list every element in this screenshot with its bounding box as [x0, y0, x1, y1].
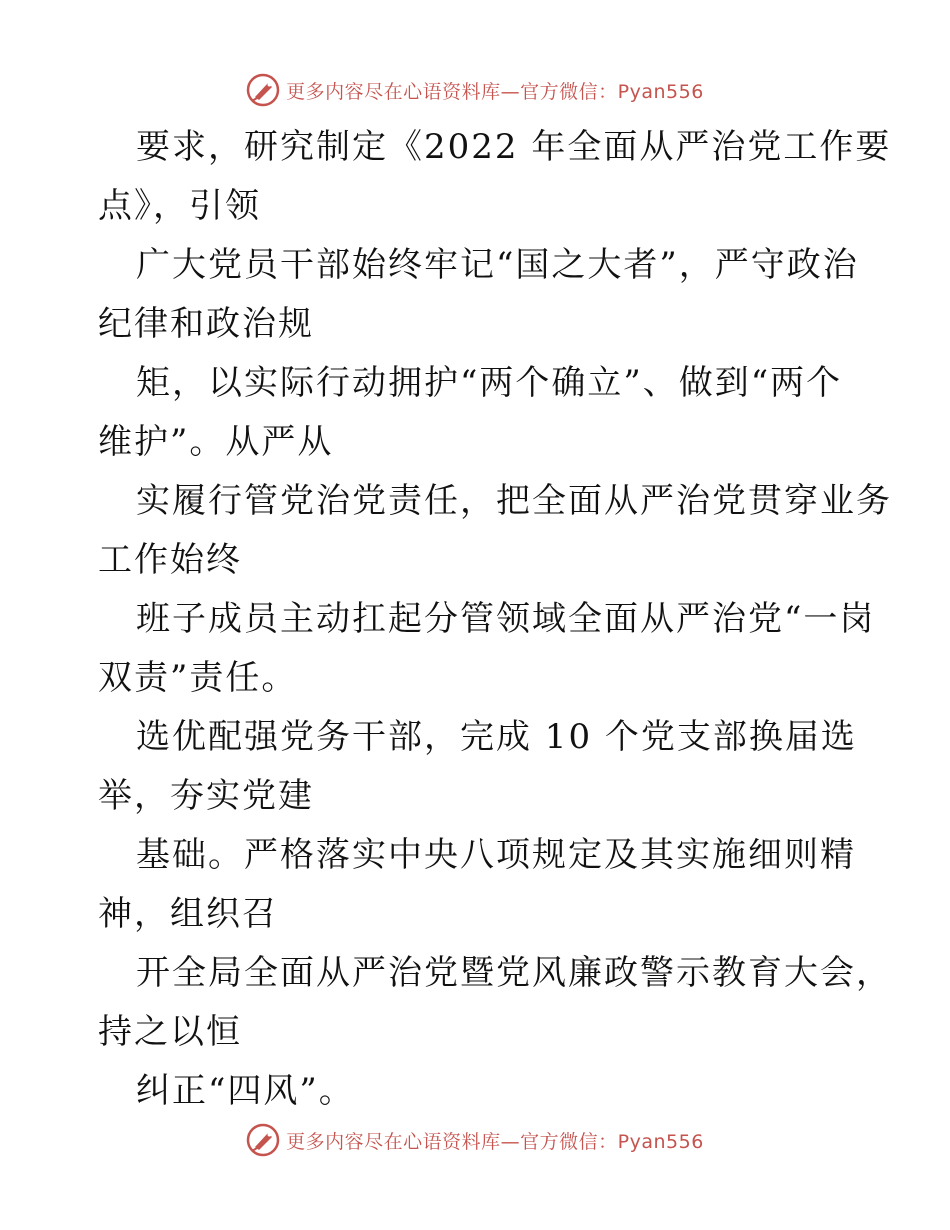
body-line: 选优配强党务干部，完成 10 个党支部换届选: [136, 717, 857, 757]
header-watermark-text: [286, 77, 704, 104]
body-line: 班子成员主动扛起分管领域全面从严治党“一岗: [136, 599, 876, 639]
footer-watermark-text: [286, 1127, 704, 1154]
body-line: 纪律和政治规: [98, 304, 314, 344]
pen-nib-logo-icon: [246, 1123, 280, 1157]
footer-brand: 更多内容尽在心语资料库: [286, 1130, 501, 1153]
body-line: 开全局全面从严治党暨党风廉政警示教育大会，: [136, 953, 892, 993]
header-contact: 官方微信：Pyan556: [520, 80, 704, 103]
header-watermark: [0, 70, 950, 110]
body-line: 要求，研究制定《2022 年全面从严治党工作要: [136, 127, 892, 167]
pen-nib-logo-icon: [246, 73, 280, 107]
footer-separator: —: [500, 1130, 521, 1153]
body-line: 双责”责任。: [98, 658, 298, 698]
body-line: 广大党员干部始终牢记“国之大者”，严守政治: [136, 245, 859, 285]
body-line: 实履行管党治党责任，把全面从严治党贯穿业务: [136, 481, 892, 521]
footer-contact: 官方微信：Pyan556: [520, 1130, 704, 1153]
body-line: 持之以恒: [98, 1012, 242, 1052]
document-body: [98, 118, 892, 1121]
body-line: 纠正“四风”。: [136, 1071, 355, 1111]
body-line: 神，组织召: [98, 894, 278, 934]
body-line: 点》，引领: [98, 186, 261, 226]
body-line: 工作始终: [98, 540, 242, 580]
body-line: 维护”。从严从: [98, 422, 334, 462]
body-line: 基础。严格落实中央八项规定及其实施细则精: [136, 835, 856, 875]
footer-watermark: [0, 1120, 950, 1160]
body-line: 举，夯实党建: [98, 776, 314, 816]
header-separator: —: [500, 80, 521, 103]
body-line: 矩，以实际行动拥护“两个确立”、做到“两个: [136, 363, 843, 403]
header-brand: 更多内容尽在心语资料库: [286, 80, 501, 103]
